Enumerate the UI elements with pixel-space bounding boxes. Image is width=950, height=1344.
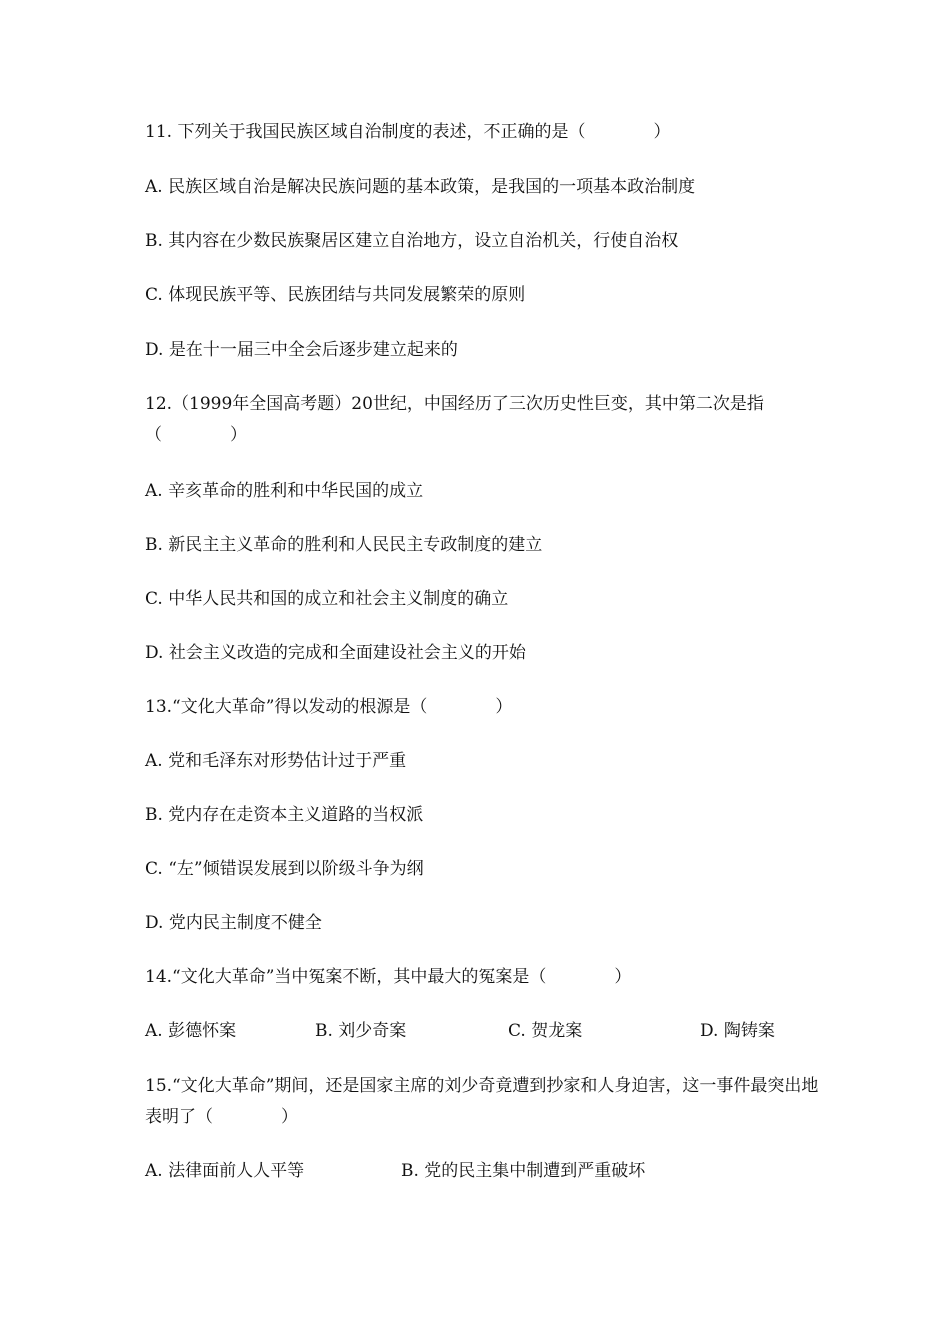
question-15-stem: 15.“文化大革命”期间，还是国家主席的刘少奇竟遭到抄家和人身迫害，这一事件最突出地表明了（ ） xyxy=(145,1076,819,1127)
question-11-option-a: A. 民族区域自治是解决民族问题的基本政策，是我国的一项基本政治制度 xyxy=(145,177,696,197)
question-13-option-d: D. 党内民主制度不健全 xyxy=(145,913,322,933)
question-14-stem: 14.“文化大革命”当中冤案不断，其中最大的冤案是（ ） xyxy=(145,967,632,987)
question-12-option-b: B. 新民主主义革命的胜利和人民民主专政制度的建立 xyxy=(145,535,543,555)
question-14-option-d: D. 陶铸案 xyxy=(700,1021,775,1041)
question-11-stem: 11. 下列关于我国民族区域自治制度的表述，不正确的是（ ） xyxy=(145,122,671,142)
question-13-option-c: C. “左”倾错误发展到以阶级斗争为纲 xyxy=(145,859,424,879)
question-12-option-d: D. 社会主义改造的完成和全面建设社会主义的开始 xyxy=(145,643,526,663)
question-12-stem: 12.（1999年全国高考题）20世纪，中国经历了三次历史性巨变，其中第二次是指（ ） xyxy=(145,394,764,445)
question-15-options xyxy=(145,1161,820,1181)
question-14-options xyxy=(145,1021,820,1041)
question-15-option-b: B. 党的民主集中制遭到严重破坏 xyxy=(401,1161,646,1181)
question-15-option-a: A. 法律面前人人平等 xyxy=(145,1161,305,1181)
question-14-option-b: B. 刘少奇案 xyxy=(315,1021,407,1041)
question-11-option-c: C. 体现民族平等、民族团结与共同发展繁荣的原则 xyxy=(145,285,526,305)
question-13-option-a: A. 党和毛泽东对形势估计过于严重 xyxy=(145,751,407,771)
question-11-option-b: B. 其内容在少数民族聚居区建立自治地方，设立自治机关，行使自治权 xyxy=(145,231,679,251)
question-12-option-c: C. 中华人民共和国的成立和社会主义制度的确立 xyxy=(145,589,509,609)
question-13-stem: 13.“文化大革命”得以发动的根源是（ ） xyxy=(145,697,513,717)
question-14-option-a: A. 彭德怀案 xyxy=(145,1021,237,1041)
question-12-option-a: A. 辛亥革命的胜利和中华民国的成立 xyxy=(145,481,424,501)
question-13-option-b: B. 党内存在走资本主义道路的当权派 xyxy=(145,805,424,825)
question-11-option-d: D. 是在十一届三中全会后逐步建立起来的 xyxy=(145,340,458,360)
question-14-option-c: C. 贺龙案 xyxy=(508,1021,583,1041)
